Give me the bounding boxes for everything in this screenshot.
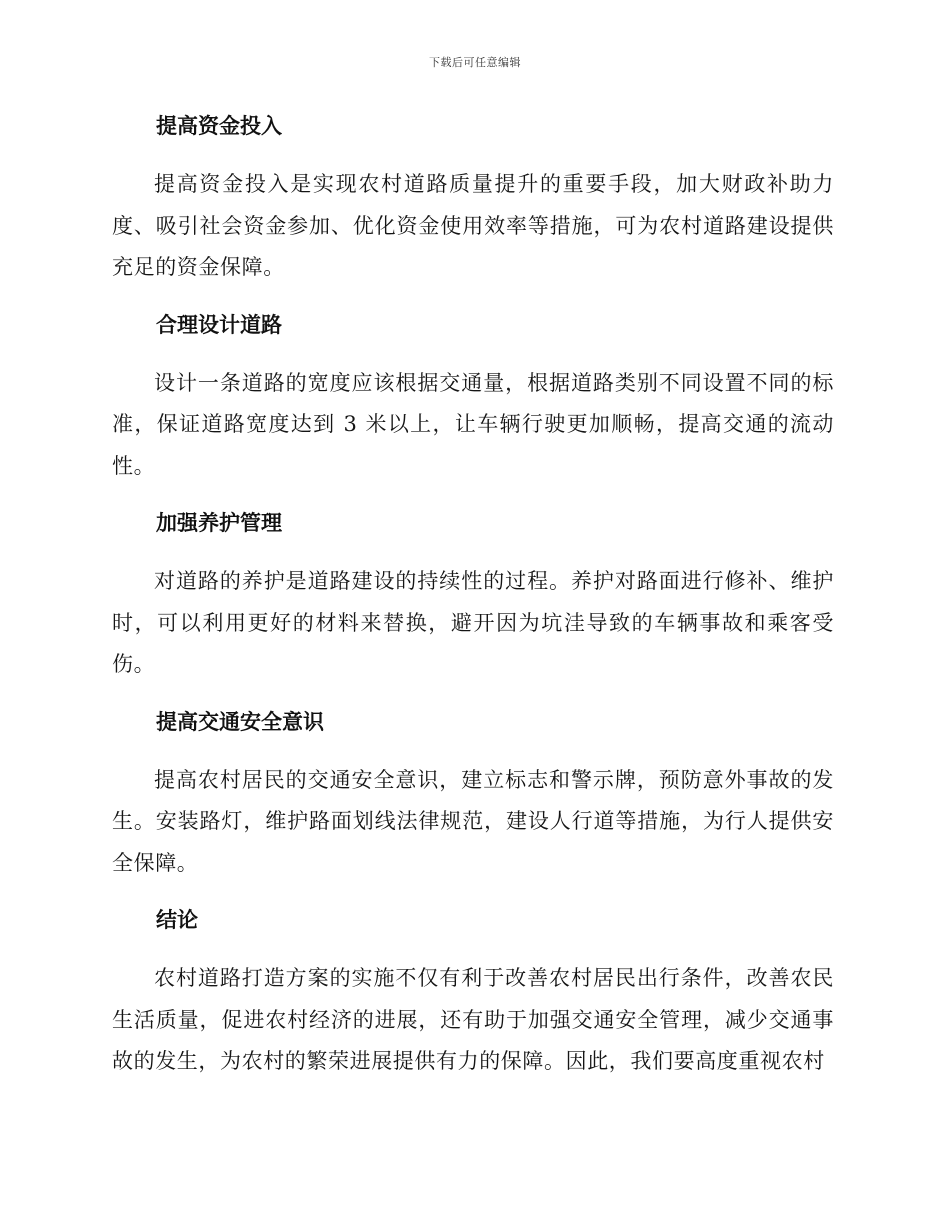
section-heading: 结论 <box>156 908 198 932</box>
section-funding <box>112 110 834 289</box>
section-paragraph: 农村道路打造方案的实施不仅有利于改善农村居民出行条件，改善农民生活质量，促进农村经济的进展，还有助于加强交通安全管理，减少交通事故的发生，为农村的繁荣进展提供有力的保障。因此，我们要高度重视农村 <box>112 966 834 1073</box>
page-header-note: 下载后可任意编辑 <box>429 56 521 69</box>
section-paragraph: 对道路的养护是道路建设的持续性的过程。养护对路面进行修补、维护时，可以利用更好的材料来替换，避开因为坑洼导致的车辆事故和乘客受伤。 <box>112 569 834 676</box>
section-heading: 合理设计道路 <box>156 312 282 337</box>
section-maintenance <box>112 507 834 686</box>
section-heading: 提高资金投入 <box>156 114 282 138</box>
section-paragraph: 提高农村居民的交通安全意识，建立标志和警示牌，预防意外事故的发生。安装路灯，维护路面划线法律规范，建设人行道等措施，为行人提供安全保障。 <box>112 767 834 875</box>
section-heading: 提高交通安全意识 <box>156 709 324 734</box>
document-body <box>112 110 834 1103</box>
section-traffic-safety <box>112 706 834 885</box>
section-paragraph: 设计一条道路的宽度应该根据交通量，根据道路类别不同设置不同的标准，保证道路宽度达到 3 米以上，让车辆行驶更加顺畅，提高交通的流动性。 <box>112 370 834 478</box>
section-paragraph: 提高资金投入是实现农村道路质量提升的重要手段，加大财政补助力度、吸引社会资金参加、优化资金使用效率等措施，可为农村道路建设提供充足的资金保障。 <box>112 172 834 279</box>
section-conclusion <box>112 904 834 1083</box>
section-heading: 加强养护管理 <box>156 511 282 535</box>
section-road-design <box>112 309 834 488</box>
